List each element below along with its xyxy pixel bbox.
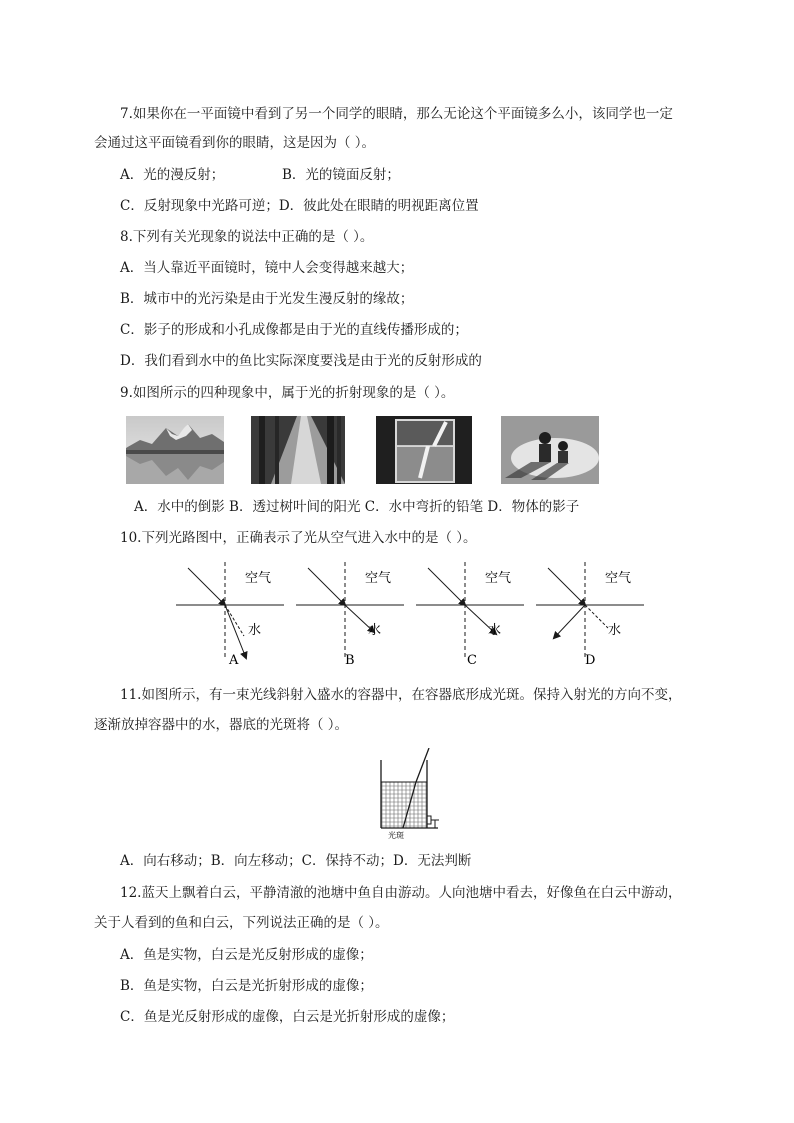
q10-diagram-c [416,562,524,668]
q11-options: A．向右移动；B．向左移动；C．保持不动；D．无法判断 [120,853,472,869]
q8-option-c: C．影子的形成和小孔成像都是由于光的直线传播形成的； [120,322,468,338]
q12-option-c: C．鱼是光反射形成的虚像，白云是光折射形成的虚像； [120,1009,455,1025]
q10-stem: 10.下列光路图中，正确表示了光从空气进入水中的是（ ）。 [120,530,477,546]
q9-image-people-shadows [501,416,599,484]
q10-letter-d: D [585,653,596,668]
q10-water-label-c: 水 [488,623,502,638]
q10-water-label-b: 水 [368,623,382,638]
q7-option-a: A．光的漫反射； [120,167,225,183]
q8-option-b: B．城市中的光污染是由于光发生漫反射的缘故； [120,291,414,307]
q10-air-label-c: 空气 [485,571,512,586]
q7-option-cd: C．反射现象中光路可逆；D．彼此处在眼睛的明视距离位置 [120,198,479,214]
q10-water-label-a: 水 [248,623,262,638]
q9-image-forest-sunbeams [251,416,345,484]
q10-letter-a: A [229,653,239,668]
q10-diagram-a [176,562,284,668]
q12-stem-line1: 12.蓝天上飘着白云，平静清澈的池塘中鱼自由游动。人向池塘中看去，好像鱼在白云中游动， [120,885,682,901]
q9-options: A．水中的倒影 B．透过树叶间的阳光 C．水中弯折的铅笔 D．物体的影子 [134,499,580,515]
q11-stem-line2: 逐渐放掉容器中的水，器底的光斑将（ ）。 [94,717,349,733]
q8-stem: 8.下列有关光现象的说法中正确的是（ ）。 [120,229,374,245]
q10-diagram-d [536,562,644,668]
q7-option-b: B．光的镜面反射； [282,167,400,183]
q10-light-path-diagrams [170,562,660,670]
q10-air-label-a: 空气 [245,571,272,586]
q7-stem-line2: 会通过这平面镜看到你的眼睛，这是因为（ ）。 [94,135,376,151]
q11-water-container-diagram [372,748,452,840]
q10-water-label-d: 水 [608,623,622,638]
q8-option-a: A．当人靠近平面镜时，镜中人会变得越来越大； [120,260,414,276]
q9-image-mountain-lake-reflection [126,416,224,484]
q12-option-b: B．鱼是实物，白云是光折射形成的虚像； [120,978,373,994]
q12-option-a: A．鱼是实物，白云是光反射形成的虚像； [120,947,373,963]
q11-stem-line1: 11.如图所示，有一束光线斜射入盛水的容器中，在容器底形成光斑。保持入射光的方向不变， [120,687,682,703]
q9-stem: 9.如图所示的四种现象中，属于光的折射现象的是（ ）。 [120,385,455,401]
q10-letter-c: C [467,653,477,668]
q8-option-d: D．我们看到水中的鱼比实际深度要浅是由于光的反射形成的 [120,353,482,369]
q10-air-label-b: 空气 [365,571,392,586]
q9-image-pencil-in-water [376,416,472,484]
q11-spot-label: 光斑 [388,831,404,840]
q10-air-label-d: 空气 [605,571,632,586]
q10-letter-b: B [345,653,355,668]
q10-diagram-b [296,562,404,668]
q12-stem-line2: 关于人看到的鱼和白云，下列说法正确的是（ ）。 [94,915,389,931]
q7-stem-line1: 7.如果你在一平面镜中看到了另一个同学的眼睛，那么无论这个平面镜多么小，该同学也一定 [120,106,673,122]
